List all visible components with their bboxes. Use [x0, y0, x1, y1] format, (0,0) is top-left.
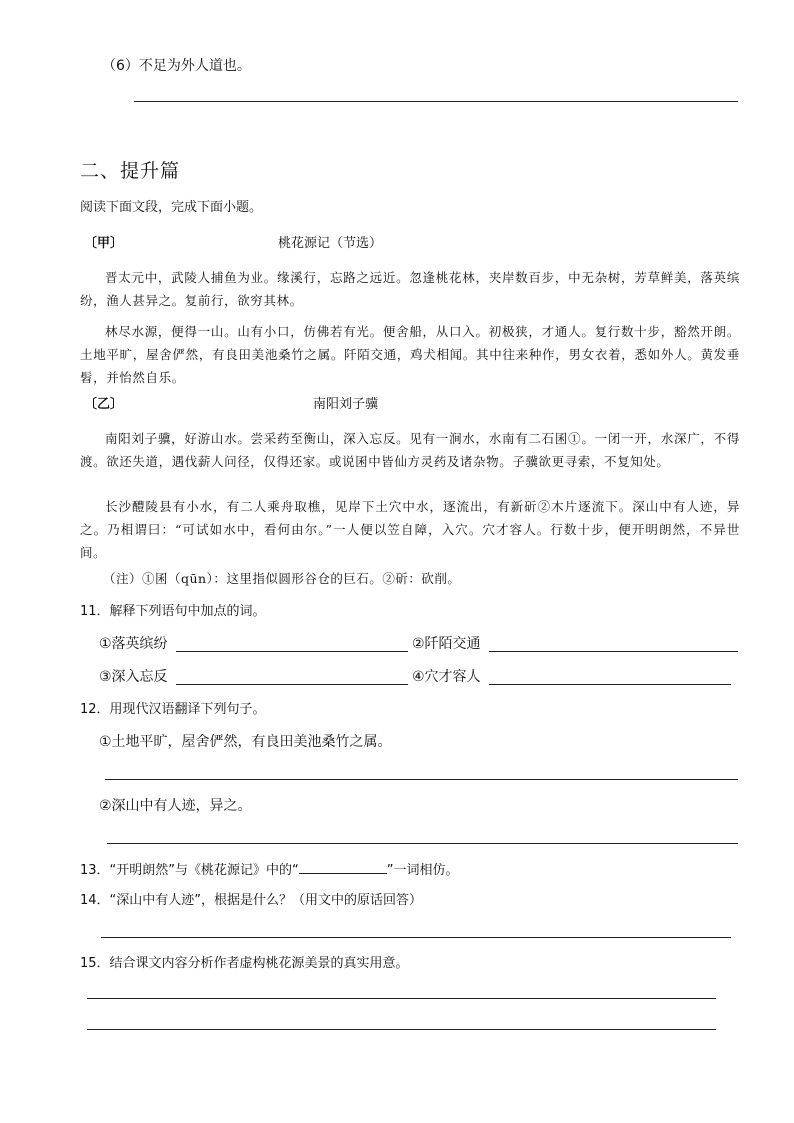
q11-answer-line-4	[489, 684, 731, 685]
passage-jia-paragraph-2: 林尽水源，便得一山。山有小口，仿佛若有光。便舍船，从口入。初极狭，才通人。复行数十步，豁然开朗。土地平旷，屋舍俨然，有良田美池桑竹之属。阡陌交通，鸡犬相闻。其中往来种作，男女衣着，悉如外人。黄发垂髫，并怡然自乐。	[80, 324, 740, 385]
question-14-stem: 14．“深山中有人迹”，根据是什么？（用文中的原话回答）	[80, 893, 423, 908]
passage-yi-tag: 〔乙〕	[84, 397, 124, 412]
passage-yi-title: 南阳刘子骥	[313, 397, 379, 412]
passage-yi-paragraph-1: 南阳刘子骥，好游山水。尝采药至衡山，深入忘反。见有一涧水，水南有二石囷①。一闭一开，水深广，不得渡。欲还失道，遇伐薪人问径，仅得还家。或说囷中皆仙方灵药及诸杂物。子骥欲更寻索，不复知处。	[80, 431, 740, 469]
q11-item-3: ③深入忘反	[99, 669, 168, 685]
question-12-stem: 12．用现代汉语翻译下列句子。	[80, 702, 266, 717]
q13-answer-blank[interactable]	[299, 859, 387, 874]
q11-answer-line-3	[176, 684, 408, 685]
q11-item-2: ②阡陌交通	[412, 636, 481, 652]
section-title: 二、提升篇	[80, 160, 181, 182]
question-13-before: 13．“开明朗然”与《桃花源记》中的“	[80, 863, 299, 878]
section-instruction: 阅读下面文段，完成下面小题。	[80, 200, 263, 215]
q11-item-1: ①落英缤纷	[99, 636, 168, 652]
q15-answer-line-1	[87, 998, 716, 999]
q12-sentence-1: ①土地平旷，屋舍俨然，有良田美池桑竹之属。	[99, 734, 392, 750]
passage-jia-tag: 〔甲〕	[84, 236, 124, 251]
passage-note: （注）①囷（qūn）：这里指似圆形谷仓的巨石。②斫：砍削。	[103, 571, 461, 586]
question-6-text: （6）不足为外人道也。	[102, 58, 251, 74]
q12-answer-line-2	[107, 843, 738, 844]
question-11-stem: 11．解释下列语句中加点的词。	[80, 604, 266, 619]
q11-item-4: ④穴才容人	[412, 669, 481, 685]
question-15-stem: 15．结合课文内容分析作者虚构桃花源美景的真实用意。	[80, 956, 409, 971]
q15-answer-line-2	[87, 1029, 716, 1030]
q11-answer-line-2	[489, 651, 738, 652]
q11-answer-line-1	[176, 651, 408, 652]
passage-yi-paragraph-2: 长沙醴陵县有小水，有二人乘舟取樵，见岸下土穴中水，逐流出，有新斫②木片逐流下。深山中有人迹，异之。乃相谓曰：“可试如水中，看何由尔。”一人便以笠自障，入穴。穴才容人。行数十步，便开明朗然，不异世间。	[80, 499, 740, 560]
passage-jia-title: 桃花源记（节选）	[278, 236, 383, 251]
q14-answer-line	[101, 937, 731, 938]
answer-line	[134, 101, 738, 102]
passage-jia-paragraph-1: 晋太元中，武陵人捕鱼为业。缘溪行，忘路之远近。忽逢桃花林，夹岸数百步，中无杂树，芳草鲜美，落英缤纷，渔人甚异之。复前行，欲穷其林。	[80, 270, 740, 308]
q12-answer-line-1	[105, 779, 738, 780]
question-13	[80, 859, 459, 879]
question-13-after: ”一词相仿。	[386, 863, 459, 878]
q12-sentence-2: ②深山中有人迹，异之。	[99, 798, 252, 814]
